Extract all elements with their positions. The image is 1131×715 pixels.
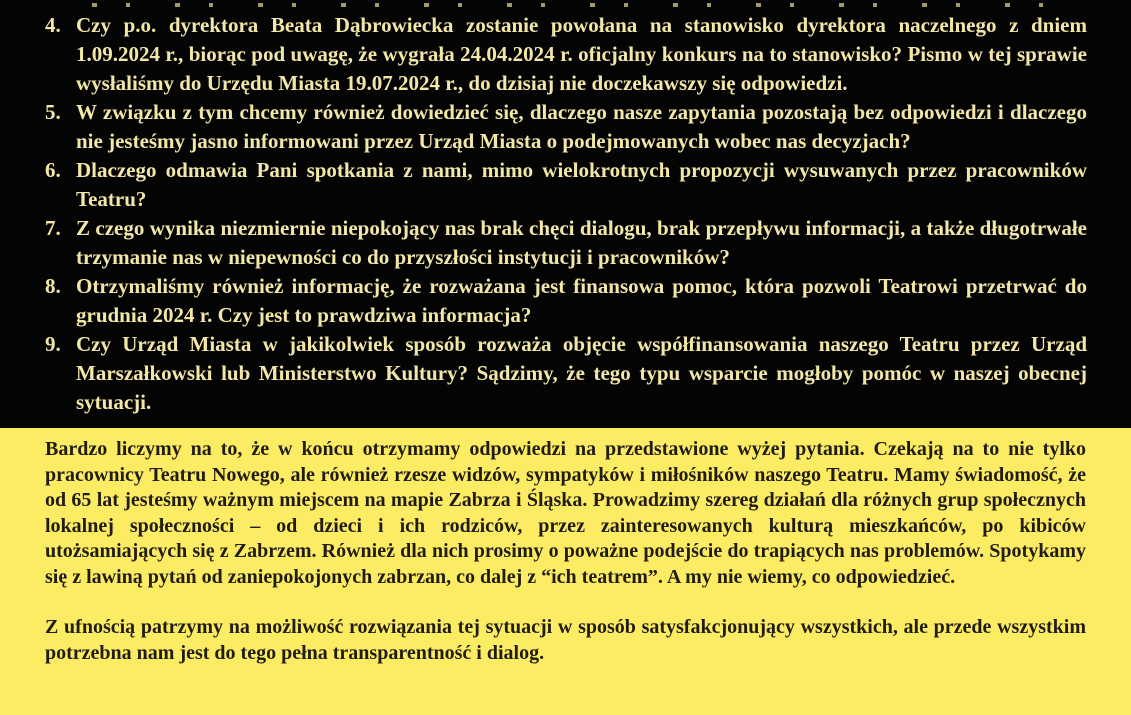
question-text: Dlaczego odmawia Pani spotkania z nami, mimo wielokrotnych propozycji wysuwanych przez pracowników Teatru?	[76, 158, 1087, 211]
question-item-9	[45, 330, 1087, 417]
question-text: W związku z tym chcemy również dowiedzieć się, dlaczego nasze zapytania pozostają bez odpowiedzi i dlaczego nie jesteśmy jasno informowani przez Urząd Miasta o podejmowanych wobec nas decyzjach?	[76, 100, 1087, 153]
question-text: Czy Urząd Miasta w jakikolwiek sposób rozważa objęcie współfinansowania naszego Teatru przez Urząd Marszałkowski lub Ministerstwo Kultury? Sądzimy, że tego typu wsparcie mogłoby pomóc w naszej obecnej sytuacji.	[76, 332, 1087, 414]
question-number: 7.	[45, 216, 61, 240]
question-number: 4.	[45, 13, 61, 37]
question-item-5	[45, 98, 1087, 156]
questions-list	[45, 11, 1087, 417]
question-item-7	[45, 214, 1087, 272]
closing-paragraph-2: Z ufnością patrzymy na możliwość rozwiązania tej sytuacji w sposób satysfakcjonujący wszystkich, ale przede wszystkim potrzebna nam jest do tego pełna transparentność i dialog.	[45, 616, 1086, 664]
question-item-8	[45, 272, 1087, 330]
question-item-4	[45, 11, 1087, 98]
question-number: 6.	[45, 158, 61, 182]
question-text: Czy p.o. dyrektora Beata Dąbrowiecka zostanie powołana na stanowisko dyrektora naczelnego z dniem 1.09.2024 r., biorąc pod uwagę, że wygrała 24.04.2024 r. oficjalny konkurs na to stanowisko? Pismo w tej sprawie wysłaliśmy do Urzędu Miasta 19.07.2024 r., do dzisiaj nie doczekawszy się odpowiedzi.	[76, 13, 1087, 95]
closing-section	[0, 428, 1131, 715]
clipped-previous-line-fragment	[75, 3, 1085, 7]
question-number: 9.	[45, 332, 61, 356]
question-text: Otrzymaliśmy również informację, że rozważana jest finansowa pomoc, która pozwoli Teatrowi przetrwać do grudnia 2024 r. Czy jest to prawdziwa informacja?	[76, 274, 1087, 327]
closing-paragraph-1: Bardzo liczymy na to, że w końcu otrzymamy odpowiedzi na przedstawione wyżej pytania. Czekają na to nie tylko pracownicy Teatru Nowego, ale również rzesze widzów, sympatyków i miłośników naszego Teatru. Mamy świadomość, że od 65 lat jesteśmy ważnym miejscem na mapie Zabrza i Śląska. Prowadzimy szereg działań dla różnych grup społecznych lokalnej społeczności – od dzieci i ich rodziców, przez zainteresowanych kulturą mieszkańców, po kibiców utożsamiających się z Zabrzem. Również dla nich prosimy o poważne podejście do trapiących nas problemów. Spotykamy się z lawiną pytań od zaniepokojonych zabrzan, co dalej z “ich teatrem”. A my nie wiemy, co odpowiedzieć.	[45, 438, 1086, 588]
question-number: 8.	[45, 274, 61, 298]
question-text: Z czego wynika niezmiernie niepokojący nas brak chęci dialogu, brak przepływu informacji, a także długotrwałe trzymanie nas w niepewności co do przyszłości instytucji i pracowników?	[76, 216, 1087, 269]
question-number: 5.	[45, 100, 61, 124]
question-item-6	[45, 156, 1087, 214]
